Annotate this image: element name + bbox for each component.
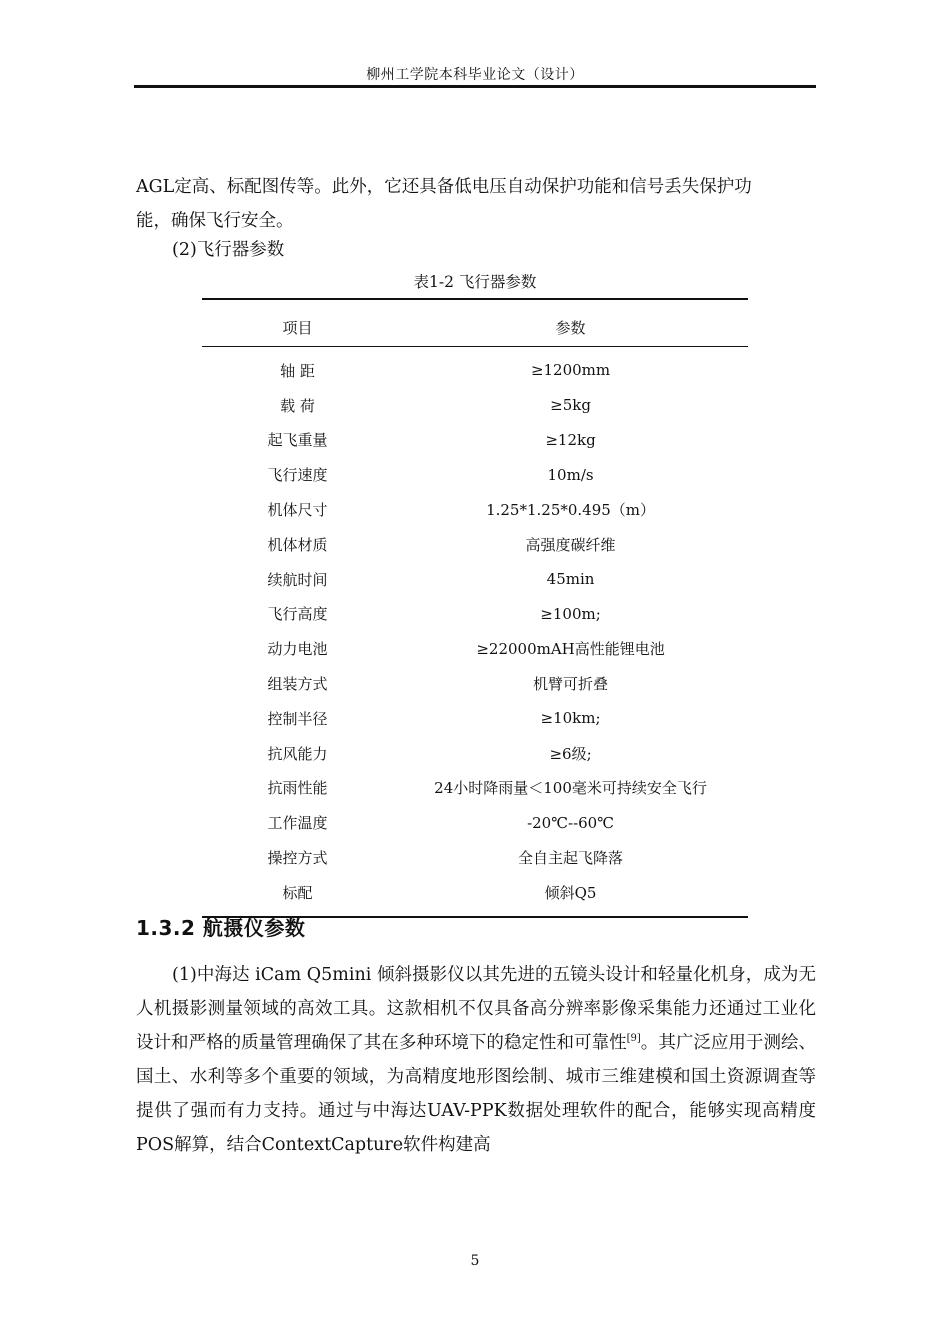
page-header: 柳州工学院本科毕业论文（设计） bbox=[366, 67, 584, 83]
table-row bbox=[202, 701, 748, 736]
table-row bbox=[202, 457, 748, 492]
table-row bbox=[202, 736, 748, 771]
table-cell-item: 续航时间 bbox=[267, 570, 328, 589]
table-cell-value: 高强度碳纤维 bbox=[525, 535, 616, 554]
table-row bbox=[202, 423, 748, 458]
table-cell-item: 组装方式 bbox=[267, 675, 328, 694]
subheading-aircraft-params: (2)飞行器参数 bbox=[172, 240, 285, 260]
table-cell-value: ≥5kg bbox=[550, 396, 591, 415]
table-cell-item: 标配 bbox=[282, 883, 313, 902]
table-cell-value: -20℃--60℃ bbox=[527, 813, 615, 832]
citation-ref[interactable]: [9] bbox=[626, 1033, 641, 1045]
table-cell-item: 抗风能力 bbox=[267, 744, 328, 763]
paragraph-line: 能，确保飞行安全。 bbox=[136, 211, 294, 231]
table-cell-value: 10m/s bbox=[547, 465, 594, 484]
table-cell-value: 24小时降雨量＜100毫米可持续安全飞行 bbox=[434, 779, 707, 798]
table-cell-value: ≥12kg bbox=[545, 430, 596, 449]
table-row bbox=[202, 597, 748, 632]
table-row bbox=[202, 805, 748, 840]
table-cell-value: 机臂可折叠 bbox=[533, 675, 609, 694]
table-cell-value: 1.25*1.25*0.495（m） bbox=[486, 501, 656, 520]
table-cell-item: 机体尺寸 bbox=[267, 501, 328, 520]
table-row bbox=[202, 631, 748, 666]
table-row bbox=[202, 875, 748, 917]
table-cell-item: 载 荷 bbox=[280, 396, 315, 415]
column-header-value: 参数 bbox=[393, 299, 748, 347]
table-row bbox=[202, 347, 748, 388]
table-cell-item: 机体材质 bbox=[267, 535, 328, 554]
paragraph-text: (1)中海达 iCam Q5mini 倾斜摄影仪以其先进的五镜头设计和轻量化机身，成为无人机摄影测量领域的高效工具。这款相机不仅具备高分辨率影像采集能力还通过工业化设计和严格的质量管理确保了其在多种环境下的稳定性和可靠性 bbox=[136, 965, 816, 1053]
header-rule bbox=[134, 85, 816, 88]
params-table bbox=[202, 298, 748, 918]
paragraph-text: 。其广泛应用于测绘、国土、水利等多个重要的领域，为高精度地形图绘制、城市三维建模和国土资源调查等提供了强而有力支持。通过与中海达UAV-PPK数据处理软件的配合，能够实现高精度POS解算，结合ContextCapture软件构建高 bbox=[136, 1033, 816, 1155]
table-body bbox=[202, 347, 748, 917]
table-cell-value: ≥6级; bbox=[549, 744, 592, 763]
table-cell-value: ≥22000mAH高性能锂电池 bbox=[476, 640, 665, 659]
table-row bbox=[202, 527, 748, 562]
table-row bbox=[202, 771, 748, 806]
table-cell-value: ≥1200mm bbox=[530, 361, 611, 380]
table-cell-item: 动力电池 bbox=[267, 640, 328, 659]
table-cell-item: 轴 距 bbox=[280, 361, 315, 380]
table-cell-item: 起飞重量 bbox=[267, 431, 328, 450]
table-cell-item: 操控方式 bbox=[267, 849, 328, 868]
table-row bbox=[202, 666, 748, 701]
table-header-row bbox=[202, 299, 748, 347]
table-cell-item: 抗雨性能 bbox=[267, 779, 328, 798]
table-cell-value: 全自主起飞降落 bbox=[518, 849, 624, 868]
table-cell-item: 控制半径 bbox=[267, 709, 328, 728]
table-cell-value: ≥100m; bbox=[540, 604, 601, 623]
table-row bbox=[202, 562, 748, 597]
table-cell-value: ≥10km; bbox=[540, 709, 601, 728]
table-cell-value: 倾斜Q5 bbox=[544, 883, 597, 902]
table-cell-value: 45min bbox=[546, 570, 595, 589]
table-cell-item: 飞行速度 bbox=[267, 466, 328, 485]
table-row bbox=[202, 492, 748, 527]
page-number: 5 bbox=[470, 1253, 480, 1269]
table-caption: 表1-2 飞行器参数 bbox=[413, 273, 537, 291]
section-title: 1.3.2 航摄仪参数 bbox=[136, 916, 306, 940]
params-table-wrapper bbox=[202, 298, 748, 918]
table-row bbox=[202, 840, 748, 875]
paragraph-camera bbox=[136, 958, 816, 1162]
table-row bbox=[202, 388, 748, 423]
table-cell-item: 工作温度 bbox=[267, 814, 328, 833]
table-cell-item: 飞行高度 bbox=[267, 605, 328, 624]
column-header-item: 项目 bbox=[202, 299, 393, 347]
paragraph-line: AGL定高、标配图传等。此外，它还具备低电压自动保护功能和信号丢失保护功 bbox=[136, 177, 752, 197]
paragraph-intro bbox=[136, 170, 816, 238]
